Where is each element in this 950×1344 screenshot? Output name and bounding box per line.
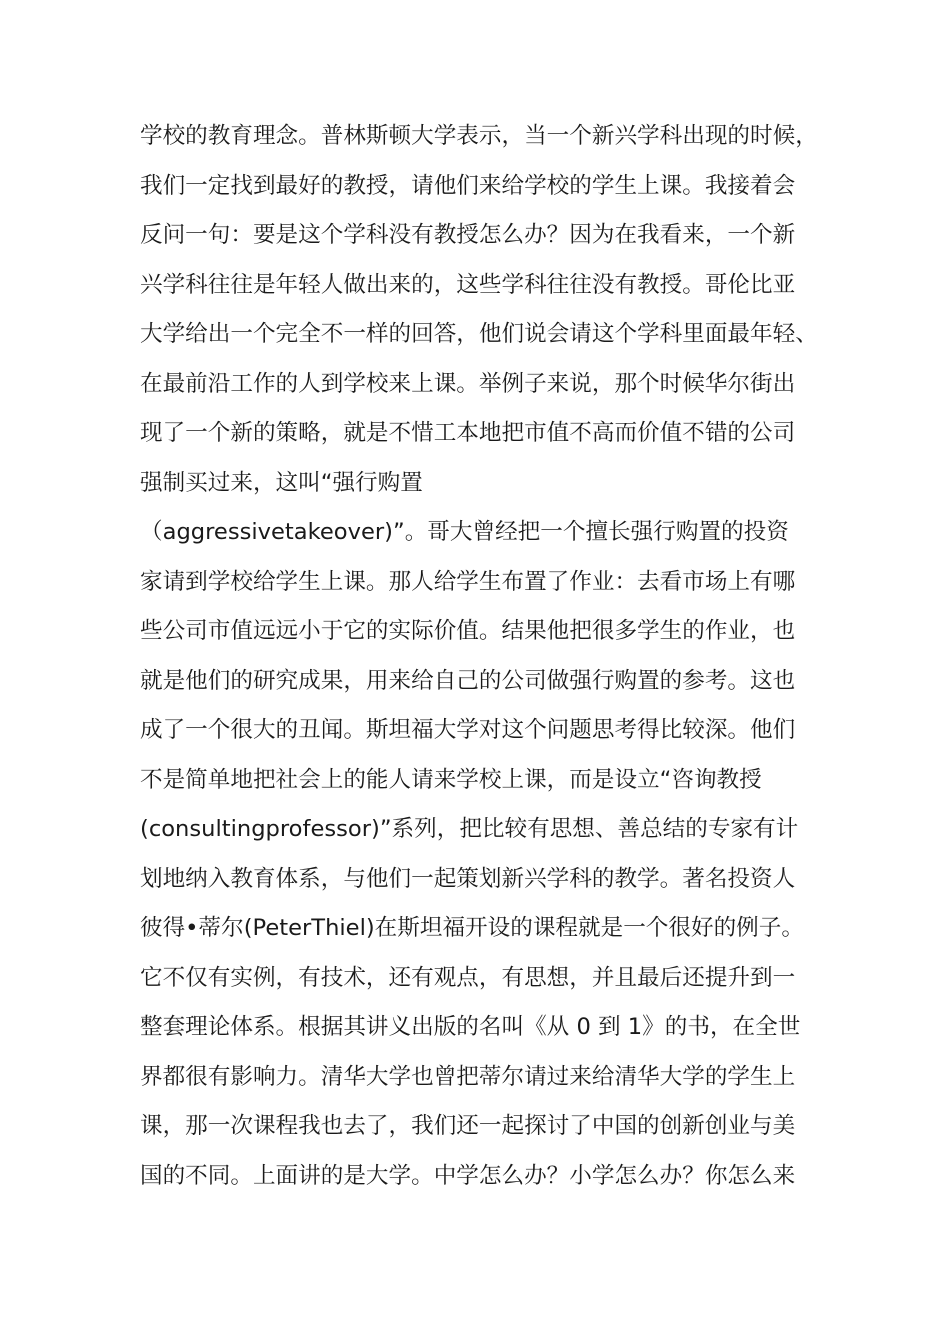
text-line: 强制买过来，这叫“强行购置 — [140, 469, 423, 496]
body-text — [140, 116, 820, 1205]
text-line: 就是他们的研究成果，用来给自己的公司做强行购置的参考。这也 — [140, 667, 796, 694]
text-line: 整套理论体系。根据其讲义出版的名叫《从 0 到 1》的书，在全世 — [140, 1014, 801, 1040]
text-line: 学校的教育理念。普林斯顿大学表示，当一个新兴学科出现的时候， — [140, 123, 818, 149]
text-line: 彼得•蒂尔(PeterThiel)在斯坦福开设的课程就是一个很好的例子。 — [140, 915, 804, 941]
text-line: 成了一个很大的丑闻。斯坦福大学对这个问题思考得比较深。他们 — [140, 717, 796, 743]
text-line: 些公司市值远远小于它的实际价值。结果他把很多学生的作业，也 — [140, 618, 796, 644]
text-line: 反问一句：要是这个学科没有教授怎么办？因为在我看来，一个新 — [140, 222, 796, 248]
text-line: 划地纳入教育体系，与他们一起策划新兴学科的教学。著名投资人 — [140, 865, 796, 892]
text-line: (consultingprofessor)”系列，把比较有思想、善总结的专家有计 — [140, 816, 799, 842]
text-line: 大学给出一个完全不一样的回答，他们说会请这个学科里面最年轻、 — [140, 321, 818, 347]
text-line: 兴学科往往是年轻人做出来的，这些学科往往没有教授。哥伦比亚 — [140, 271, 796, 298]
text-line: 在最前沿工作的人到学校来上课。举例子来说，那个时候华尔街出 — [140, 370, 796, 397]
text-line: 现了一个新的策略，就是不惜工本地把市值不高而价值不错的公司 — [140, 420, 796, 446]
text-line: 国的不同。上面讲的是大学。中学怎么办？小学怎么办？你怎么来 — [140, 1162, 796, 1189]
text-line: （aggressivetakeover)”。哥大曾经把一个擅长强行购置的投资 — [140, 519, 789, 545]
text-line: 课，那一次课程我也去了，我们还一起探讨了中国的创新创业与美 — [140, 1113, 796, 1139]
text-line: 不是简单地把社会上的能人请来学校上课，而是设立“咨询教授 — [140, 766, 762, 793]
text-line: 家请到学校给学生上课。那人给学生布置了作业：去看市场上有哪 — [140, 568, 796, 595]
text-line: 界都很有影响力。清华大学也曾把蒂尔请过来给清华大学的学生上 — [140, 1063, 796, 1090]
text-line: 它不仅有实例，有技术，还有观点，有思想，并且最后还提升到一 — [140, 964, 796, 991]
text-line: 我们一定找到最好的教授，请他们来给学校的学生上课。我接着会 — [140, 172, 796, 199]
